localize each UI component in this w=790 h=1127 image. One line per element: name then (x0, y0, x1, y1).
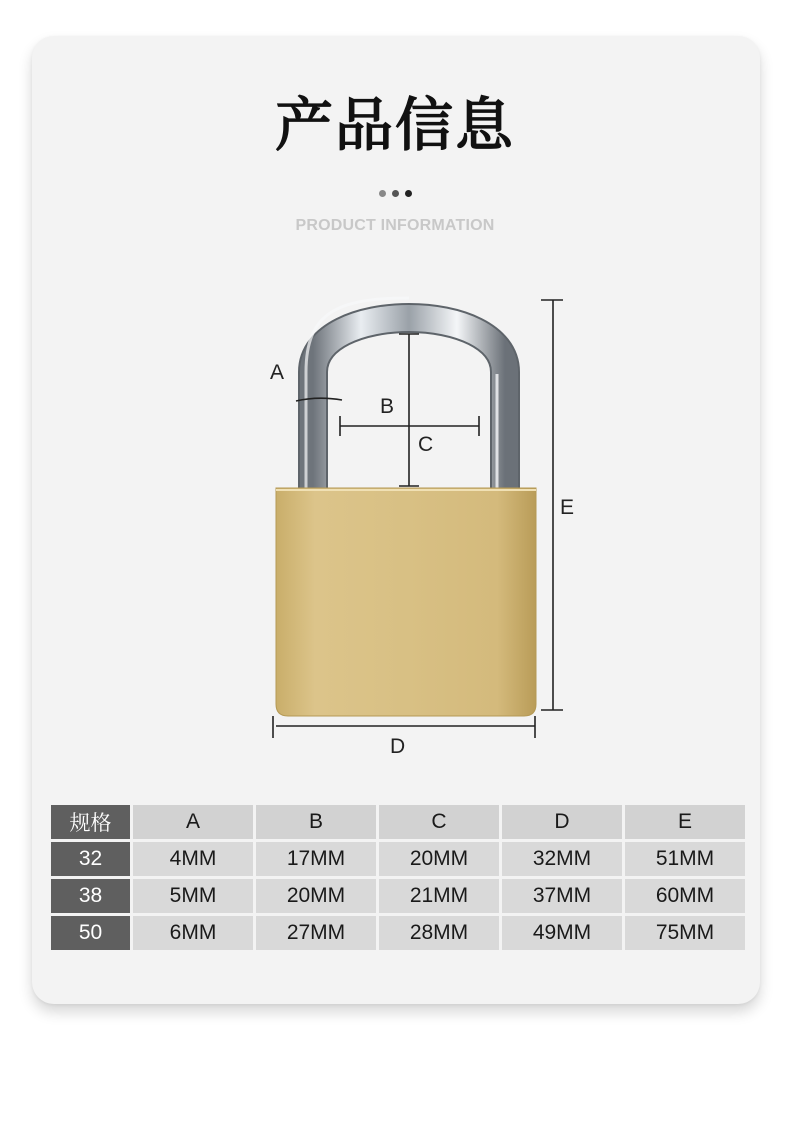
column-header: B (256, 805, 376, 839)
dim-label-e: E (560, 496, 575, 519)
table-row (51, 916, 745, 950)
table-cell: 20MM (379, 842, 499, 876)
table-cell: 51MM (625, 842, 745, 876)
size-cell: 50 (51, 916, 130, 950)
page-subtitle: PRODUCT INFORMATION (295, 217, 495, 234)
column-header: E (625, 805, 745, 839)
table-cell: 28MM (379, 916, 499, 950)
table-cell: 37MM (502, 879, 622, 913)
spec-table-header-row (51, 805, 745, 839)
table-cell: 32MM (502, 842, 622, 876)
table-row (51, 879, 745, 913)
column-header: A (133, 805, 253, 839)
spec-table (48, 802, 748, 953)
size-cell: 38 (51, 879, 130, 913)
dim-label-c: C (418, 433, 434, 456)
table-cell: 75MM (625, 916, 745, 950)
padlock-shackle (306, 298, 505, 488)
page-title: 产品信息 (274, 91, 515, 159)
table-cell: 60MM (625, 879, 745, 913)
table-cell: 21MM (379, 879, 499, 913)
dim-label-d: D (390, 735, 406, 758)
dim-label-a: A (270, 361, 285, 384)
table-cell: 27MM (256, 916, 376, 950)
table-cell: 20MM (256, 879, 376, 913)
table-cell: 49MM (502, 916, 622, 950)
padlock-body (276, 488, 536, 716)
table-cell: 5MM (133, 879, 253, 913)
table-cell: 4MM (133, 842, 253, 876)
column-header: D (502, 805, 622, 839)
dim-label-b: B (380, 395, 395, 418)
corner-cell: 规格 (51, 805, 130, 839)
table-cell: 17MM (256, 842, 376, 876)
table-row (51, 842, 745, 876)
table-cell: 6MM (133, 916, 253, 950)
column-header: C (379, 805, 499, 839)
size-cell: 32 (51, 842, 130, 876)
